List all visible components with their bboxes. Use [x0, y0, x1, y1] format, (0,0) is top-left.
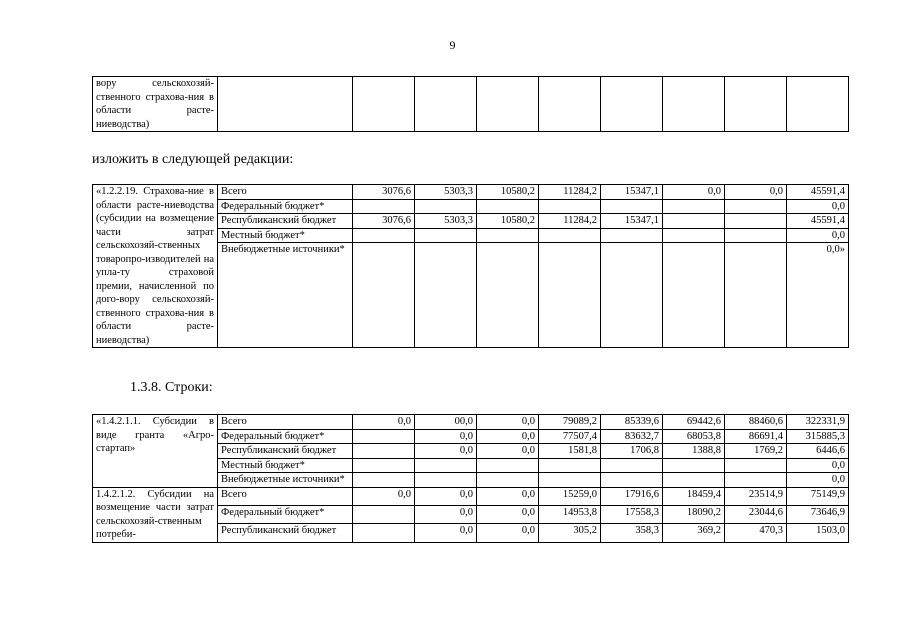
value-cell: 0,0» — [787, 243, 849, 348]
value-cell: 1503,0 — [787, 524, 849, 542]
value-cell: 0,0 — [787, 228, 849, 243]
value-cell: 11284,2 — [539, 185, 601, 200]
value-cell: 69442,6 — [663, 415, 725, 430]
value-cell: 0,0 — [415, 444, 477, 459]
table-cell — [725, 77, 787, 132]
value-cell: 315885,3 — [787, 429, 849, 444]
value-cell: 10580,2 — [477, 185, 539, 200]
value-cell — [601, 473, 663, 488]
table-row — [93, 185, 849, 200]
table-cell — [787, 77, 849, 132]
value-cell — [725, 458, 787, 473]
funding-source: Внебюджетные источники* — [218, 243, 353, 348]
value-cell — [353, 505, 415, 523]
value-cell — [415, 458, 477, 473]
funding-source: Всего — [218, 185, 353, 200]
value-cell: 0,0 — [787, 473, 849, 488]
value-cell: 00,0 — [415, 415, 477, 430]
value-cell: 3076,6 — [353, 185, 415, 200]
value-cell — [415, 243, 477, 348]
value-cell: 73646,9 — [787, 505, 849, 523]
value-cell: 0,0 — [415, 429, 477, 444]
value-cell: 369,2 — [663, 524, 725, 542]
value-cell: 45591,4 — [787, 214, 849, 229]
value-cell — [663, 214, 725, 229]
value-cell — [725, 473, 787, 488]
value-cell: 10580,2 — [477, 214, 539, 229]
value-cell: 0,0 — [477, 487, 539, 505]
value-cell: 322331,9 — [787, 415, 849, 430]
value-cell: 0,0 — [787, 199, 849, 214]
value-cell — [353, 243, 415, 348]
value-cell: 0,0 — [353, 415, 415, 430]
value-cell — [539, 243, 601, 348]
funding-source: Республиканский бюджет — [218, 444, 353, 459]
value-cell — [353, 473, 415, 488]
row-description: вору сельскохозяй-ственного страхова-ния в области расте-ниеводства) — [93, 77, 218, 132]
funding-source: Внебюджетные источники* — [218, 473, 353, 488]
value-cell — [477, 473, 539, 488]
value-cell: 0,0 — [415, 505, 477, 523]
table-cell — [539, 77, 601, 132]
value-cell — [663, 243, 725, 348]
paragraph-text: 1.3.8. Строки: — [130, 380, 213, 395]
value-cell: 0,0 — [353, 487, 415, 505]
funding-source: Федеральный бюджет* — [218, 505, 353, 523]
value-cell — [539, 473, 601, 488]
value-cell — [725, 228, 787, 243]
value-cell: 0,0 — [477, 524, 539, 542]
value-cell: 18459,4 — [663, 487, 725, 505]
value-cell: 88460,6 — [725, 415, 787, 430]
value-cell — [415, 228, 477, 243]
value-cell: 86691,4 — [725, 429, 787, 444]
table-cell — [477, 77, 539, 132]
row-description: 1.4.2.1.2. Субсидии на возмещение части затрат сельскохозяй-ственным потреби- — [93, 487, 218, 542]
value-cell: 470,3 — [725, 524, 787, 542]
value-cell — [415, 199, 477, 214]
table-cell — [663, 77, 725, 132]
table-cell — [218, 77, 353, 132]
value-cell — [353, 429, 415, 444]
value-cell — [353, 458, 415, 473]
value-cell — [353, 199, 415, 214]
value-cell — [353, 524, 415, 542]
page-number: 9 — [449, 38, 456, 52]
table-row — [93, 487, 849, 505]
value-cell: 45591,4 — [787, 185, 849, 200]
value-cell: 0,0 — [477, 444, 539, 459]
value-cell: 0,0 — [477, 429, 539, 444]
value-cell: 0,0 — [787, 458, 849, 473]
funding-source: Местный бюджет* — [218, 228, 353, 243]
value-cell — [601, 243, 663, 348]
funding-source: Федеральный бюджет* — [218, 429, 353, 444]
table-cell — [415, 77, 477, 132]
value-cell — [601, 228, 663, 243]
value-cell: 17916,6 — [601, 487, 663, 505]
row-description: «1.2.2.19. Страхова-ние в области расте-ниеводства (субсидии на возмещение части затрат сельскохозяй-ственных товаропро-изводителей на упла-ту страховой премии, начисленной по дого-вору сельскохозяй-ственного страхова-ния в области расте-ниеводства) — [93, 185, 218, 348]
value-cell: 1769,2 — [725, 444, 787, 459]
value-cell: 5303,3 — [415, 185, 477, 200]
value-cell: 0,0 — [725, 185, 787, 200]
value-cell — [601, 199, 663, 214]
value-cell — [477, 458, 539, 473]
value-cell — [353, 228, 415, 243]
value-cell — [725, 243, 787, 348]
value-cell: 23514,9 — [725, 487, 787, 505]
table-row — [93, 77, 849, 132]
value-cell: 0,0 — [477, 505, 539, 523]
value-cell: 0,0 — [415, 524, 477, 542]
value-cell: 1581,8 — [539, 444, 601, 459]
value-cell: 14953,8 — [539, 505, 601, 523]
funding-source: Местный бюджет* — [218, 458, 353, 473]
value-cell: 18090,2 — [663, 505, 725, 523]
row-description: «1.4.2.1.1. Субсидии в виде гранта «Агро-стартап» — [93, 415, 218, 488]
value-cell — [601, 458, 663, 473]
value-cell — [539, 458, 601, 473]
value-cell: 11284,2 — [539, 214, 601, 229]
value-cell: 1388,8 — [663, 444, 725, 459]
value-cell: 17558,3 — [601, 505, 663, 523]
table-cell — [601, 77, 663, 132]
value-cell — [415, 473, 477, 488]
table-cell — [353, 77, 415, 132]
value-cell: 79089,2 — [539, 415, 601, 430]
value-cell: 0,0 — [663, 185, 725, 200]
value-cell — [539, 228, 601, 243]
value-cell — [663, 199, 725, 214]
value-cell: 83632,7 — [601, 429, 663, 444]
value-cell: 77507,4 — [539, 429, 601, 444]
value-cell: 358,3 — [601, 524, 663, 542]
value-cell: 85339,6 — [601, 415, 663, 430]
value-cell — [353, 444, 415, 459]
funding-source: Федеральный бюджет* — [218, 199, 353, 214]
value-cell: 75149,9 — [787, 487, 849, 505]
value-cell — [663, 473, 725, 488]
funding-source: Всего — [218, 415, 353, 430]
value-cell: 15347,1 — [601, 185, 663, 200]
value-cell: 15259,0 — [539, 487, 601, 505]
value-cell — [663, 458, 725, 473]
value-cell: 0,0 — [477, 415, 539, 430]
value-cell: 68053,8 — [663, 429, 725, 444]
table-row — [93, 415, 849, 430]
value-cell: 5303,3 — [415, 214, 477, 229]
value-cell: 3076,6 — [353, 214, 415, 229]
value-cell — [539, 199, 601, 214]
value-cell: 15347,1 — [601, 214, 663, 229]
table-subsidy-insurance — [92, 184, 849, 348]
table-subsidy-grants — [92, 414, 849, 543]
value-cell — [725, 199, 787, 214]
value-cell: 6446,6 — [787, 444, 849, 459]
value-cell — [477, 228, 539, 243]
value-cell: 1706,8 — [601, 444, 663, 459]
funding-source: Республиканский бюджет — [218, 214, 353, 229]
funding-source: Республиканский бюджет — [218, 524, 353, 542]
funding-source: Всего — [218, 487, 353, 505]
value-cell — [477, 243, 539, 348]
value-cell — [663, 228, 725, 243]
paragraph-text: изложить в следующей редакции: — [92, 152, 294, 167]
value-cell: 23044,6 — [725, 505, 787, 523]
table-continuation — [92, 76, 849, 132]
value-cell: 0,0 — [415, 487, 477, 505]
value-cell — [725, 214, 787, 229]
value-cell — [477, 199, 539, 214]
value-cell: 305,2 — [539, 524, 601, 542]
